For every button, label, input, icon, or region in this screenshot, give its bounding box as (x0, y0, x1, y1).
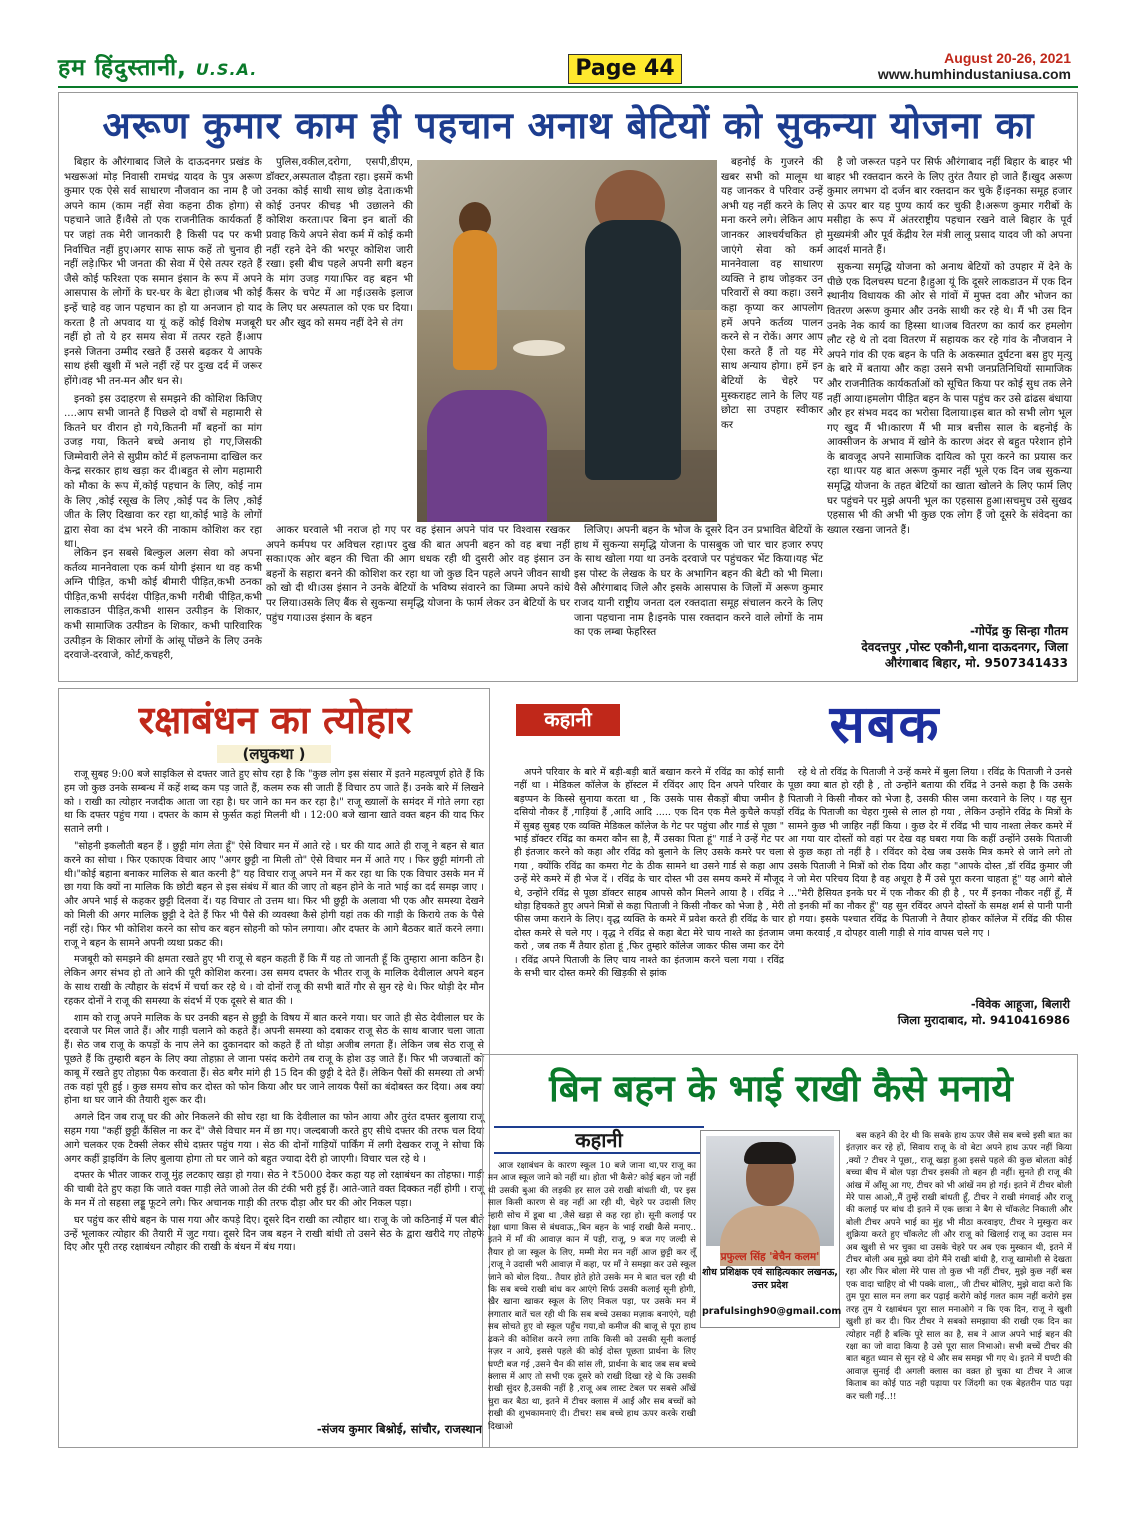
article-column-1-cont (64, 547, 262, 675)
paragraph: अपने परिवार के बारे में बड़ी-बड़ी बातें बखान करने में रविंद्र का कोई सानी नहीं था । मेडिकल कॉलेज के हॉस्टल में रविंदर आए दिन अपने परिवार के बड़प्पन के किस्से सुनाया करता था , कि उसके पास सैकड़ों बीघा जमीन है दसियो नौकर हैं ,गाड़ियां हैं ,आदि आदि ..... एक दिन एक मैले कुचैले कपड़ों में सुबह सुबह एक व्यक्ति मेडिकल कॉलेज के गेट पर पहुंचा और गार्ड से पूछा " भाई डॉक्टर रविंद्र का कमरा कौन सा है, मैं उसका पिता हूं" गार्ड ने उन्हें गेट पर ही इंतजार करने को कहा और रविंद्र को बुलाने के लिए उसके कमरे पर चला गया , क्योंकि रविंद्र का कमरा गेट के ठीक सामने था उसने गार्ड से कहा आप उन्हें मेरे कमरे में ही भेज दें । रविंद्र के चार दोस्त भी उस समय कमरे में मौजूद थे, उन्होंने रविंद्र से पूछा डॉक्टर साहब आपसे कौन मिलने आया है । रविंद्र ने थोड़ा हिचकते हुए अपने मित्रों से कहा पिताजी ने किसी नौकर को भेजा है , मेरी फीस जमा कराने के लिए। वृद्ध व्यक्ति के कमरे में प्रवेश करते ही रविंद्र के चार दोस्त कमरे से चले गए । वृद्ध ने रविंद्र से कहा बेटा मेरे चाय नाश्ते का इंतजाम करो , जब तक मैं तैयार होता हूं ,फिर तुम्हारे कॉलेज जाकर फीस जमा कर देंगे । रविंद्र अपने पिताजी के लिए चाय नाश्ते का इंतजाम करने चला गया । रविंद्र के सभी चार दोस्त कमरे की खिड़की से झांक (514, 767, 784, 980)
article-column-2 (846, 1130, 1072, 1442)
article-headline: सबक (829, 695, 941, 755)
byline-name: -गोपेंद्र कु सिन्हा गौतम (970, 624, 1068, 638)
paragraph: सुकन्या समृद्धि योजना को अनाथ बेटियों को उपहार में देने के पीछे एक दिलचस्प घटना है।हुआ यूं कि दूसरे लाकडाउन में एक दिन स्थानीय विधायक की ओर से गांवों में मुफ्त दवा और भोजन का वितरण अरूण कुमार और उनके साथी कर रहे थे। मैं भी उस दिन उनके नेक कार्य का हिस्सा था।जब वितरण का कार्य कर हमलोग लौट रहे थे तो दवा वितरण में सहायक कर रहे गांव के नौजवान ने अपने गांव की एक बहन के पति के अकस्मात दुर्घटना बस हुए मृत्यु के बारे में बताया और कहा उसने सभी जनप्रतिनिधियों सामाजिक और राजनीतिक कार्यकर्ताओं को सूचित किया पर कोई सुध तक लेने नहीं आया।हमलोग पीड़ित बहन के पास पहुंच कर उसे ढांढस बंधाया और हर संभव मदद का भरोसा दिलाया।इस बात को सभी लोग भूल गए खुद मैं भी।कारण मैं भी मात्र बत्तीस साल के बहनोई के आक्सीजन के अभाव में खोने के कारण अंदर से बहुत परेशान होने के बावजूद अपने सामाजिक दायित्व को पूरा करने का प्रयास कर रहा था।पर यह बात अरूण कुमार नहीं भूले एक दिन जब सुकन्या समृद्धि योजना के तहत बेटियों का खाता खोलने के लिए फार्म लिए घर पहुंचने पर मुझे अपनी भूल का एहसास हुआ।सचमुच उसे सुखद एहसास भी की अभी भी कुछ एक लोग हैं जो दूसरे के संवेदना का ख्याल रखना जानते हैं। (827, 262, 1072, 536)
article-column-below-photo-left (266, 524, 570, 676)
byline-address: जिला मुरादाबाद, मो. 9410416986 (897, 1013, 1070, 1027)
article-column-4 (827, 156, 1072, 622)
author-hair (744, 1142, 796, 1164)
paragraph: शाम को राजू अपने मालिक के घर उनकी बहन से छुट्टी के विषय में बात करने गया। घर जाते ही सेठ देवीलाल घर के दरवाजे पर मिल जाते हैं। और गाड़ी चलाने को कहते हैं। अपनी समस्या को दबाकर राजू सेठ के साथ बाजार चला जाता हैं। सेठ जब राजू के कपड़ों के नाप लेने का दुकानदार को कहते हैं तो थोड़ा अजीब लगता हैं। लेकिन जब सेठ राजू से पूछते हैं कि तुम्हारी बहन के लिए क्या तोहफ़ा ले जाना पसंद करोगे तब राजू के होश उड़ जाते हैं। फिर भी जज्बातों को काबू में रखते हुए तोहफ़ा पैक करवाता हैं। सेठ बगैर मांगे ही 15 दिन की छुट्टी दे देते हैं। लेकिन पैसों की समस्या तो अभी तक वहां पूरी हुई । कुछ समय सोच कर दोस्त को फोन किया और घर जाने लायक पैसों का बंदोबस्त कर दिया। अब क्या होना था घर जाने की तैयारी शुरू कर दी। (64, 1012, 484, 1107)
article-column-1 (514, 766, 784, 1028)
paragraph: घर पहुंच कर सीधे बहन के पास गया और कपड़े दिए। दूसरे दिन राखी का त्यौहार था। राजू के जो कठिनाई में पल बीते उन्हें भूलाकर त्योहार की तैयारी में जुट गया। दूसरे दिन जब बहन ने राखी बांधी तो उसने सेठ के द्वारा खरीदे गए तोहफे दिए और पूरी तरह रक्षाबंधन त्यौहार की राखी के बंधन में बंध गया। (64, 1214, 484, 1254)
paragraph: बस कहने की देर थी कि सबके हाथ ऊपर जैसे सब बच्चे इसी बात का इंतज़ार कर रहे हों, सिवाय राजू के वो बेटा अपने हाथ ऊपर नहीं किया ,क्यों ? टीचर ने पूछा,, राजू खड़ा हुआ इससे पहले की कुछ बोलता कोई बच्चा बीच में बोल पड़ा टीचर इसकी तो बहन ही नहीं। सुनते ही राजू की आंख में आँसू आ गए, टीचर को भी आंखें नम हो गई। इतने में टीचर बोली मेरे पास आओ,,मैं तुम्हें राखी बांधती हूँ, टीचर ने राखी मंगवाई और राजू की कलाई पर बांध दी इतने में एक छात्रा ने बैग से चॉकलेट निकाली और बोली टीचर अपने भाई का मुंह भी मीठा करवाइए, टीचर ने मुस्कुरा कर शुक्रिया करते हुए चॉकलेट ली और राजू को खिलाई राजू का उदास मन अब खुशी से भर चुका था उसके चेहरे पर अब एक मुस्कान थी, इतने में टीचर बोली अब मुझे क्या दोगे मैंने राखी बांधी है, राजू खामोशी से देखता रहा और फिर बोला मेरे पास तो कुछ भी नहीं टीचर, मुझे कुछ नहीं बस एक वादा चाहिए वो भी पक्के वाला,, जी टीचर बोलिए, मुझे वादा करो कि तुम पूरा साल मन लगा कर पढ़ाई करोगे कोई गलत काम नहीं करोगे इस तरह तुम ये रक्षाबंधन पूरा साल मनाओगे न कि एक दिन, राजू ने खुशी खुशी हां कर दी। फिर टीचर ने सबको समझाया की राखी एक दिन का त्योहार नहीं है बल्कि पूरे साल का है, सब ने आज अपने भाई बहन की रक्षा का जो वादा किया है उसे पूरा साल निभाओ। सभी बच्चें टीचर की बात बहुत ध्यान से सुन रहे थे और सब समझ भी गए थे। इतने में घण्टी की आवाज़ सुनाई दी अगली क्लास का वक़्त हो चुका था टीचर ने आज किताब का कोई पाठ नही पढ़ाया पर जिंदगी का एक बेहतरीन पाठ पढ़ा कर चली गईं..!! (846, 1131, 1072, 1402)
paragraph: आकर घरवाले भी नराज हो गए पर वह इंसान अपने पांव पर विश्वास रखकर अपने कर्मपथ पर अविचल रहा।पर दुख की बात अपनी बहन को वह बचा नहीं सका।एक ओर बहन की चिता की आग धधक रही थी दुसरी ओर वह इंसान उन बहनों के सहारा बनने की कोशिश कर रहा था जो कुछ दिन पहले अपने जीवन साथी को खो दी थी।उस इंसान ने उनके बेटियों के भविष्य संवारने का जिम्मा अपने कांधे पर लिया।उसके लिए बैंक से सुकन्या समृद्धि योजना के फार्म लेकर उन बेटियों के घर पहुंच गया।उस इंसान के बहन (266, 525, 570, 624)
masthead-divider (58, 86, 1078, 88)
paragraph: मजबूरी को समझने की क्षमता रखते हुए भी राजू से बहन कहती हैं कि मैं यह तो जानती हूँ कि तुम्हारा आना कठिन है। लेकिन अगर संभव हो तो आने की पूरी कोशिश करना। उस समय दफ्तर के भीतर राजू के मालिक देवीलाल अपने बहन के साथ राखी के त्यौहार के संदर्भ में चर्चा कर रहे थे । वो दोनों राजू की सभी बातें गौर से सुन रहे थे। फिर थोड़ी देर मौन रहकर दोनों ने राजू की समस्या के संदर्भ में एक दूसरे से बात की । (64, 954, 484, 1007)
masthead (0, 0, 1135, 84)
issue-date: August 20-26, 2021 (944, 50, 1071, 66)
website-link[interactable]: www.humhindustaniusa.com (877, 66, 1071, 82)
photo-man (585, 220, 681, 480)
article-column-3 (721, 156, 823, 522)
brand-subtitle: U.S.A. (195, 60, 258, 79)
photo-girl (453, 230, 497, 370)
paragraph: "सोहनी इकलौती बहन हैं । छुट्टी मांग लेता हूँ" ऐसे विचार मन में आते रहे । घर की याद आते ही राजू ने बहन से बात करने का सोचा । फिर एकाएक विचार आए "अगर छुट्टी ना मिली तो" ऐसे विचार मन में आते गए । फिर छुट्टी मांगनी तो थी।"कोई बहाना बनाकर मालिक से बात करनी है" यह विचार राजू अपने मन में कर रहा था कि एक विचार उसके मन में छा गया कि क्यों ना मालिक कि छोटी बहन से इस संबंध में बात की जाए तो बहन होने के नाते भाई का दर्द समझ जाए । और अपने भाई से कहकर छुट्टी दिलवा दें। यह विचार तो उत्तम था। फिर भी छुट्टी के अलावा भी एक और समस्या देखने को मिली की अगर मालिक छुट्टी दे देते हैं फिर भी पैसे की व्यवस्था कैसे होगी यहां तक की गाड़ी के किराये तक के पैसे नहीं रहे। फिर भी कोशिश करने का सोच कर बहन सोहनी को फोन लगाया। और दफ्तर के आगे बैठकर बातें करने लगा। राजू ने बहन के सामने अपनी व्यथा प्रकट की। (64, 840, 484, 949)
paragraph: बिहार के औरंगाबाद जिले के दाऊदनगर प्रखंड के भखरूआं मोड़ निवासी रामचंद्र यादव के पुत्र अरूण कुमार एक ऐसे सर्व साधारण नौजवान का नाम है जो अपने काम (काम नहीं सेवा कहना ठीक होगा) से पहचाने जाते हैं।वैसे तो एक राजनीतिक कार्यकर्ता हैं पर जहां तक मेरी जानकारी है किसी पद पर कभी निर्वाचित नहीं हुए।अगर साफ साफ कहें तो चुनाव ही नहीं लड़े।फिर भी जनता की सेवा में ऐसे तत्पर रहते हैं जैसे कोई फरिश्ता एक समान इंसान के रूप में अपने आसपास के लोगों के घर-घर के बेटा हो।जब भी कोई इन्हें चाहे वह जान पहचान का हो या अनजान हो याद करता है तो अपवाद या यूं कहें कोई विशेष मजबूरी नहीं हो तो ये हर समय सेवा में तत्पर रहते हैं।आप इनसे जितना उम्मीद रखते हैं उससे बढ़कर ये आपके साथ हंसी खुशी में भले नहीं रहें पर दुःख दर्द में जरूर होंगे।वह भी तन-मन और धन से। (64, 157, 262, 387)
article-body (64, 768, 484, 1418)
photo-woman (427, 390, 547, 522)
article-byline: -संजय कुमार बिश्नोई, सांचौर, राजस्थान (316, 1422, 482, 1436)
article-column-2 (788, 766, 1072, 994)
paragraph: इनको इस उदाहरण से समझने की कोशिश किजिए ....आप सभी जानते हैं पिछले दो वर्षों से महामारी से कितने घर वीरान हो गये,कितनी माँ बहनों का मांग उजड़ गया, कितने बच्चे अनाथ हो गए,जिसकी जिम्मेवारी लेने से सुप्रीम कोर्ट में हलफनामा दाखिल कर केन्द्र सरकार हाथ खड़ा कर दी।बहुत से लोग महामारी को मौका के रूप में,कोई पहचान के लिए, कोई नाम के लिए ,कोई रसूख के लिए ,कोई पद के लिए ,कोई जीत के लिए दिखावा कर रहा था,कोई भाड़े के लोगों द्वारा सेवा का दंभ भरने की नाकाम कोशिश कर रहा था। (64, 393, 263, 551)
page-number: Page 44 (568, 54, 682, 84)
paragraph: पुलिस,वकील,दरोगा, एसपी,डीएम, डॉक्टर,अस्पताल दौड़ता रहा। इसमें कभी उनका कोई साथी साथ छोड़ देता।कभी कोई उनपर कीचड़ भी उछालने की कोशिश करता।पर बिना इन बातों की प्रवाह किये अपने सेवा कर्म में कोई कमी नहीं रहने देने की भरपूर कोशिश जारी रखा। इसी बीच पहले अपनी सगी बहन के मांग उजड़ गया।फिर वह बहन भी कैंसर के चपेट में आ गई।उसके इलाज के लिए घर अस्पताल को एक घर दिया।घर और खुद को समय नहीं देने से तंग (266, 157, 413, 329)
article-byline (760, 996, 1070, 1028)
article-photo (417, 160, 717, 522)
article-headline: बिन बहन के भाई राखी कैसे मनाये (549, 1067, 1013, 1110)
article-subhead (64, 744, 484, 764)
article-headline: रक्षाबंधन का त्योहार (138, 698, 412, 742)
author-role: शोध प्रशिक्षक एवं साहित्यकार लखनऊ, उत्तर प्रदेश (702, 1267, 838, 1291)
brand-title: हम हिंदुस्तानी, (58, 55, 187, 81)
paragraph: अगले दिन जब राजू घर की ओर निकलने की सोच रहा था कि देवीलाल का फोन आया और तुरंत दफ्तर बुलाया राजू सहम गया "कहीं छुट्टी कैंसिल ना कर दें" जैसे विचार मन में छा गए। जल्दबाजी करते हुए सीधे दफ्तर की तरफ चल दिया आगे चलकर एक टैक्सी लेकर सीधे दफ़्तर पहुंच गया । सेठ की दोनों गाड़ियों पार्किंग में लगी देखकर राजू ने सोचा कि अगर कहीं ड्राइविंग के लिए बुलाया होगा तो घर जाने को बहुत ज्यादा देरी हो जाएगी। विचार चल रहे थे । (64, 1112, 484, 1165)
story-category-tag: कहानी (516, 704, 620, 736)
author-email[interactable]: prafulsingh90@gmail.com (702, 1306, 842, 1317)
author-name: प्रफुल्ल सिंह 'बेचैन कलम' (720, 1251, 820, 1263)
paragraph: दफ्तर के भीतर जाकर राजू मुंह लटकाए खड़ा हो गया। सेठ ने ₹5000 देकर कहा यह लो रक्षाबंधन का तोहफा। गाड़ी की चाबी देते हुए कहा कि जाते वक्त गाड़ी लेते जाओ तेल की टंकी भरी हुई हैं। आते-जाते वक्त दिक्कत नहीं होगी । राजू के मन में तो सहसा लड्डू फूटने लगे। फिर अचानक गाड़ी की तरफ दौड़ा और घर की ओर निकल पड़ा। (64, 1170, 484, 1209)
newspaper-brand (58, 50, 257, 82)
paragraph: लिजिए। अपनी बहन के भोज के दूसरे दिन उन प्रभावित बेटियों के हाथ में सुकन्या समृद्धि योजना के पासबुक जो चार चार हजार रुपए के साथ खोला गया था उनके दरवाजे पर पहुंचकर भेंट किया।यह भेंट इस पोस्ट के लेखक के घर के अभागिन बहन की बेटी को भी मिला। वैसे औरंगाबाद जिले और इसके आसपास के जिलों में अरूण कुमार राजद यानी राष्ट्रीय जनता दल रक्तदाता समूह संचालन करने के लिए जाना पहचाना नाम है।इनके पास रक्तदान करने वाले लोगों के नाम का एक लम्बा फेहरिस्त (574, 525, 823, 639)
paragraph: आज रक्षाबंधन के कारण स्कूल 10 बजे जाना था,पर राजू का मन आज स्कूल जाने को नहीं था। होता भी कैसे? कोई बहन जो नहीं थी उसकी बुआ की लड़की हर साल उसे राखी बांधती थी, पर इस साल किसी कारण से वह नहीं आ रही थी, चेहरे पर उदासी लिए न्हारी सोच में डूबा था ,जैसे खड़ा से कह रहा हो। सूनी कलाई पर रक्षा धागा किस से बंधवाऊ,,बिन बहन के भाई राखी कैसे मनाए.. इतने में माँ की आवाज़ कान में पड़ी, राजू, 9 बज गए जल्दी से तैयार हो जा स्कूल के लिए, मम्मी मेरा मन नहीं आज छुट्टी कर लूँ ,राजू ने उदासी भरी आवाज़ में कहा, पर माँ ने समझा कर उसे स्कूल जाने को बोल दिया.. तैयार होते होते उसके मन मे बात चल रही थी कि सब बच्चे राखी बांध कर आएंगे सिर्फ उसकी कलाई सूनी होगी, खैर खाना खाकर स्कूल के लिए निकल पड़ा, पर उसके मन में लगातार बातें चल रही थी कि सब बच्चे उसका मज़ाक बनाएंगे, यही सब सोचते हुए वो स्कूल पहुँच गया,वो कमीज की बाजू से पूरा हाथ ढकने की कोशिश करने लगा ताकि किसी को उसकी सूनी कलाई नज़र न आये, इससे पहले की कोई दोस्त पूछता प्रार्थना के लिए घण्टी बज गई ,उसने चैन की सांस ली, प्रार्थना के बाद जब सब बच्चे क्लास में आए तो सभी एक दूसरे को राखी दिखा रहे थे कि उसकी राखी सुंदर है,उसकी नहीं है ,राजू अब लास्ट टेबल पर सबसे आँखें चुरा कर बैठा था, इतने में टीचर क्लास में आईं और सब बच्चों को राखी की शुभकामनाएं दी। टीचर! सब बच्चे हाथ ऊपर करके राखी दिखाओ (488, 1161, 696, 1432)
byline-address-1: देवदत्तपुर ,पोस्ट एकौनी,थाना दाऊदनगर, जिला (861, 640, 1068, 654)
article-column-1 (64, 156, 263, 551)
paragraph: लेकिन इन सबसे बिल्कुल अलग सेवा को अपना कर्तव्य माननेवाला एक कर्म योगी इंसान था वह कभी अग्नि पीड़ित, कभी कोई बीमारी पीड़ित,कभी ठनका पीड़ित,कभी सर्पदंश पीड़ित,कभी गरीबी पीड़ित,कभी लाकडाउन पीड़ित,कभी शासन उत्पीड़न के शिकार, कभी सामाजिक उत्पीडन के शिकार, कभी पारिवारिक उत्पीड़न के शिकार लोगों के आंसू पोंछने के लिए उनके दरवाजे-दरवाजे, कोर्ट,कचहरी, (64, 548, 262, 662)
article-column-2 (266, 156, 413, 522)
paragraph: राजू सुबह 9:00 बजे साइकिल से दफ्तर जाते हुए सोच रहा है कि "कुछ लोग इस संसार में इतने महत्वपूर्ण होते हैं कि हम जो कुछ उनके सम्बन्ध में कहें शब्द कम पड़ जाते हैं, कलम रुक सी जाती हैं विचार ठप जाते हैं। उनके बारे में लिखने को । राखी का त्योहार नजदीक आता जा रहा है। घर जाने का मन कर रहा है।" राजू ख्यालों के समंदर में गोते लगा रहा था कि दफ्तर पहुंच गया । दफ्तर के काम से फुर्सत कहां मिलनी थी । 12:00 बजे खाना खाते वक्त बहन की याद फिर सताने लगी । (64, 769, 484, 836)
article-column-below-photo-right (574, 524, 823, 676)
story-category-tag: कहानी (494, 1126, 704, 1154)
article-headline: अरूण कुमार काम ही पहचान अनाथ बेटियों को सुकन्या योजना का (102, 104, 1035, 147)
paragraph: रहे थे तो रविंद्र के पिताजी ने उन्हें कमरे में बुला लिया । रविंद्र के पिताजी ने उनसे पूछा क्या बात हो रही है , तो उन्होंने बताया की रविंद्र ने उनसे कहा है कि उसके पिताजी ने किसी नौकर को भेजा है, उसकी फीस जमा करवाने के लिए । यह सुन रविंद्र के पिताजी का चेहरा गुस्से से लाल हो गया , लेकिन उन्होंने रविंद्र के मित्रों के सामने कुछ भी जाहिर नहीं किया । कुछ देर में रविंद्र भी चाय नाश्ता लेकर कमरे में आ गया यार दोस्तों को वहां पर देख वह घबरा गया कि कहीं उन्होंने उसके पिताजी से कुछ कहा तो नहीं है । रविंदर को देख जब उसके मित्र कमरे से जाने लगे तो उसके पिताजी ने मित्रों को रोक दिया और कहा "आपके दोस्त ,डॉ रविंद्र कुमार जी ने जो मेरा परिचय दिया है वह अधूरा है मैं उसे पूरा करना चाहता हूं" यह आगे बोले ..."मेरी हैसियत इनके घर में एक नौकर की ही है , पर मैं इनका नौकर नहीं हूँ, मैं तो इनकी माँ का नौकर हूँ" यह सुन रविंदर अपने दोस्तों के समक्ष शर्म से पानी पानी हो गया। इसके पश्चात रविंद्र के पिताजी ने तैयार होकर कॉलेज में रविंद्र की फीस जमा करवाई ,व दोपहर वाली गाड़ी से गांव वापस चले गए । (788, 767, 1072, 939)
byline-address-2: औरंगाबाद बिहार, मो. 9507341433 (884, 656, 1068, 670)
subhead-text: (लघुकथा ) (217, 745, 332, 763)
article-byline (828, 623, 1068, 671)
author-photo (706, 1136, 834, 1246)
paragraph: है जो जरूरत पड़ने पर सिर्फ औरंगाबाद नहीं बिहार के बाहर भी बाहर भी रक्तदान करने के लिए तुरंत तैयार हो जाते हैं।खुद अरूण कुमार लगभग दो दर्जन बार रक्तदान कर चुके हैं।इनका समूह हजार से ऊपर बार यह पुण्य कार्य कर चुकी है।अरूण कुमार गरीबों के मसीहा के रूप में अंतरराष्ट्रीय पहचान रखने वाले बिहार के पूर्व मुख्यमंत्री और पूर्व केंद्रीय रेल मंत्री लालू प्रसाद यादव जी को अपना आदर्श मानते हैं। (827, 157, 1072, 256)
byline-name: -विवेक आहूजा, बिलारी (970, 997, 1070, 1011)
article-column-1 (488, 1160, 696, 1442)
paragraph: बहनोई के गुजरने की खबर सभी को मालूम था यह जानकर वे परिवार उन्हें अभी यह नहीं करने के लिए मना करने लगे। लेकिन आप जानकर आश्चर्यचकित हो जाएंगे सेवा को कर्म माननेवाला वह साधारण व्यक्ति ने हाथ जोड़कर उन परिवारों से क्या कहा। उसने कहा कृप्या कर आपलोग हमें अपने कर्तव्य पालन करने से न रोकें। अगर आप ऐसा करते हैं तो यह मेरे साथ अन्याय होगा। हमें इन बेटियों के चेहरे पर मुस्कराहट लाने के लिए यह छोटा सा उपहार स्वीकार कर (721, 157, 823, 431)
photo-plate (513, 340, 565, 356)
